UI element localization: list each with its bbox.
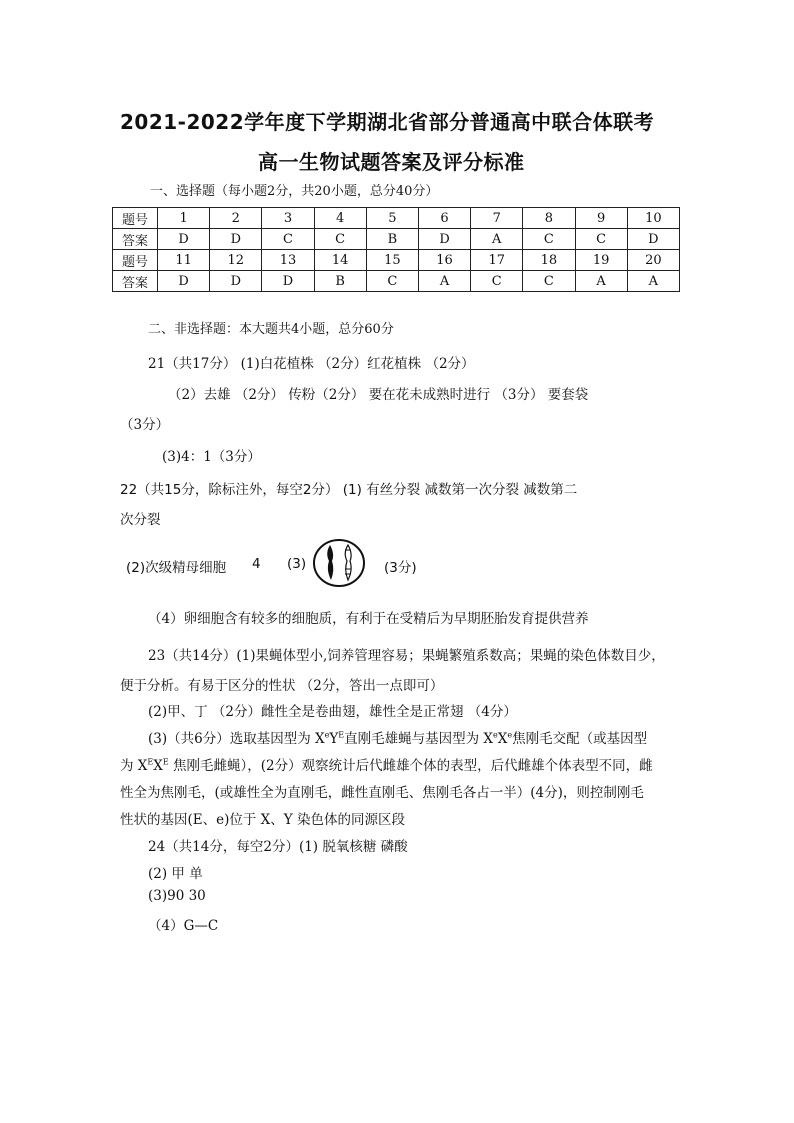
page-subtitle: 高一生物试题答案及评分标准: [258, 150, 525, 174]
table-cell: C: [523, 229, 575, 250]
section-multiple-choice: 一、选择题（每小题2分，共20小题，总分40分）: [150, 184, 439, 199]
q21-line-3: （3分）: [120, 417, 170, 433]
q23-line-2: 便于分析。有易于区分的性状 （2分，答出一点即可）: [120, 678, 444, 694]
table-cell: D: [158, 229, 210, 250]
table-cell: D: [210, 271, 262, 292]
q21-line-1: 21（共17分） (1)白花植株 （2分）红花植株 （2分）: [148, 356, 475, 372]
q21-line-2: （2）去雄 （2分） 传粉（2分） 要在花未成熟时进行 （3分） 要套袋: [168, 387, 589, 403]
table-cell: 5: [366, 208, 418, 229]
q23-line-3: (2)甲、丁 （2分）雌性全是卷曲翅，雄性全是正常翅 （4分）: [148, 704, 517, 720]
table-cell: 8: [523, 208, 575, 229]
table-row-answer: [113, 229, 680, 250]
page-title: 2021-2022学年度下学期湖北省部分普通高中联合体联考: [120, 110, 655, 134]
section-non-choice: 二、非选择题：本大题共4小题，总分60分: [148, 322, 394, 337]
q22-line-4: （4）卵细胞含有较多的细胞质，有利于在受精后为早期胚胎发育提供营养: [148, 611, 589, 627]
table-cell: 10: [627, 208, 679, 229]
table-cell: C: [314, 229, 366, 250]
q23-line-1: 23（共14分）(1)果蝇体型小,饲养管理容易；果蝇繁殖系数高；果蝇的染色体数目少，: [148, 648, 665, 664]
chromosome-figure: [311, 538, 367, 588]
table-cell: 20: [627, 250, 679, 271]
table-cell: 17: [471, 250, 523, 271]
table-cell: 16: [418, 250, 470, 271]
q23-line-4: (3)（共6分）选取基因型为 $XeY^E$直刚毛雄蝇与基因型为 XeXe焦刚毛交配（或基因型: [148, 730, 648, 747]
q24-line-2: (2) 甲 单: [148, 866, 203, 882]
q21-line-4: (3)4：1（3分）: [162, 449, 261, 465]
q22-line-2: 次分裂: [120, 512, 161, 528]
table-cell: C: [366, 271, 418, 292]
table-row-header: 题号: [113, 250, 158, 271]
answer-table: [112, 207, 680, 292]
q24-line-3: (3)90 30: [148, 888, 206, 904]
q23-line-7: 性状的基因(E、e)位于 X、Y 染色体的同源区段: [120, 812, 405, 828]
q24-line-1: 24（共14分，每空2分）(1) 脱氧核糖 磷酸: [148, 839, 408, 855]
table-row-header: 题号: [113, 208, 158, 229]
table-row-header: 答案: [113, 229, 158, 250]
table-cell: D: [158, 271, 210, 292]
table-cell: 11: [158, 250, 210, 271]
q22-line-1: 22（共15分，除标注外，每空2分） (1) 有丝分裂 减数第一次分裂 减数第二: [120, 482, 578, 498]
q23-line-6: 性全为焦刚毛，(或雄性全为直刚毛，雌性直刚毛、焦刚毛各占一半）(4分)，则控制刚毛: [120, 785, 644, 801]
table-cell: 15: [366, 250, 418, 271]
table-cell: A: [575, 271, 627, 292]
table-cell: B: [314, 271, 366, 292]
q22-answer-2-count: 4: [252, 556, 261, 572]
table-cell: 2: [210, 208, 262, 229]
table-cell: D: [262, 271, 314, 292]
table-row-question: [113, 250, 680, 271]
table-cell: 9: [575, 208, 627, 229]
table-cell: 7: [471, 208, 523, 229]
table-row-answer: [113, 271, 680, 292]
q24-line-4: （4）G—C: [148, 918, 219, 934]
table-cell: 14: [314, 250, 366, 271]
table-row-question: [113, 208, 680, 229]
table-cell: 13: [262, 250, 314, 271]
table-cell: 1: [158, 208, 210, 229]
table-cell: C: [523, 271, 575, 292]
table-cell: A: [418, 271, 470, 292]
q23-line-5: 为 $X^EX^E$ 焦刚毛雌蝇），(2分）观察统计后代雌雄个体的表型，后代雌雄个体表型不同，雌: [120, 757, 653, 774]
table-cell: 6: [418, 208, 470, 229]
q22-answer-3-label: (3): [287, 556, 307, 572]
table-cell: 3: [262, 208, 314, 229]
table-row-header: 答案: [113, 271, 158, 292]
table-cell: 18: [523, 250, 575, 271]
table-cell: 4: [314, 208, 366, 229]
table-cell: A: [627, 271, 679, 292]
table-cell: D: [627, 229, 679, 250]
q22-answer-2: (2)次级精母细胞: [126, 560, 227, 576]
q22-answer-3-score: (3分): [384, 560, 417, 576]
table-cell: A: [471, 229, 523, 250]
table-cell: 19: [575, 250, 627, 271]
table-cell: D: [210, 229, 262, 250]
table-cell: B: [366, 229, 418, 250]
table-cell: C: [262, 229, 314, 250]
table-cell: D: [418, 229, 470, 250]
table-cell: 12: [210, 250, 262, 271]
table-cell: C: [575, 229, 627, 250]
table-cell: C: [471, 271, 523, 292]
